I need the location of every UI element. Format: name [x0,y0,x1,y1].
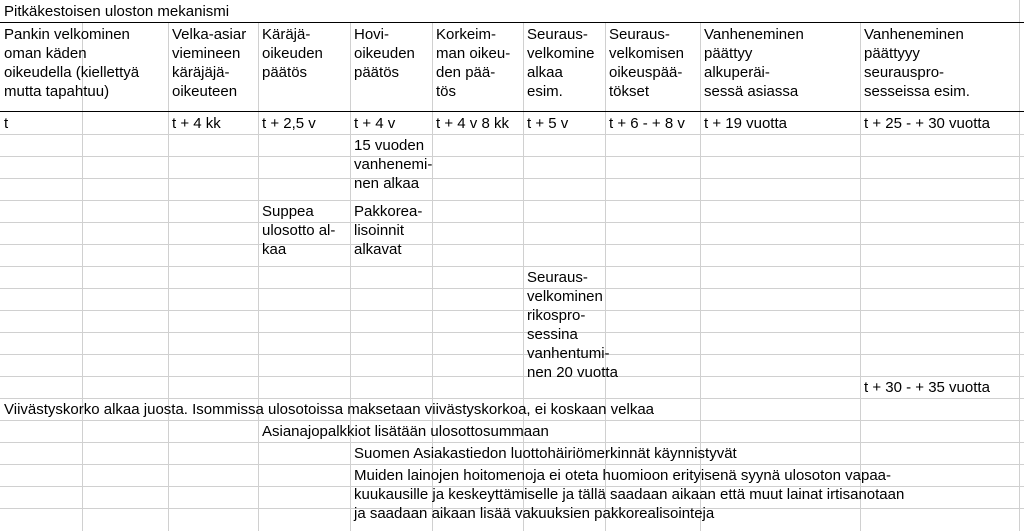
gridline [0,178,1024,179]
note-criminal-collection: Seuraus- velkominen rikospro- sessina vanhentumi- nen 20 vuotta [527,269,618,381]
page-title: Pitkäkestoisen uloston mekanismi [4,3,230,20]
note-summary-enforcement: Suppea ulosotto al- kaa [262,203,336,258]
time-cell: t + 4 v [354,115,396,132]
time-cell: t + 25 - + 30 vuotta [864,115,990,132]
time-cell: t + 6 - + 8 v [609,115,685,132]
header-supreme-court-decision: Korkeim- man oikeu- den pää- tös [436,26,511,100]
gridline [0,156,1024,157]
header-appeal-court-decision: Hovi- oikeuden päätös [354,26,415,81]
gridline [0,200,1024,201]
time-cell: t + 4 kk [172,115,221,132]
note-forced-realisations: Pakkorea- lisoinnit alkavat [354,203,423,258]
header-consequential-decisions: Seuraus- velkomisen oikeuspää- tökset [609,26,685,100]
gridline [0,376,1024,377]
header-district-court-decision: Käräjä- oikeuden päätös [262,26,323,81]
time-cell: t + 4 v 8 kk [436,115,509,132]
gridline [0,134,1024,135]
header-limitation-consequential: Vanheneminen päättyyy seurauspro- sesseissa esim. [864,26,970,100]
gridline [0,398,1024,399]
gridline [258,22,259,531]
gridline [0,420,1024,421]
gridline [0,266,1024,267]
note-late-time: t + 30 - + 35 vuotta [864,379,990,396]
header-border [0,22,1024,23]
gridline [0,332,1024,333]
gridline [0,442,1024,443]
gridline [350,22,351,531]
line-credit-default: Suomen Asiakastiedon luottohäiriömerkinnät käynnistyvät [354,445,737,462]
header-consequential-collection: Seuraus- velkomine alkaa esim. [527,26,595,100]
line-other-loans: Muiden lainojen hoitomenoja ei oteta huomioon erityisenä syynä ulosoton vapaa- kuukausille ja keskeyttämiselle ja tällä saadaan aikaan että muut lainat irtisanotaan ja saadaan aikaan lisää vakuuksien pakkorealisointeja [354,467,905,522]
time-cell: t + 19 vuotta [704,115,787,132]
header-bank-collection: Pankin velkominen oman käden oikeudella (kiellettyä mutta tapahtuu) [4,26,140,100]
header-border [0,111,1024,112]
header-district-court-filing: Velka-asiar viemineen käräjäjä- oikeuteen [172,26,247,100]
line-late-interest: Viivästyskorko alkaa juosta. Isommissa ulosotoissa maksetaan viivästyskorkoa, ei koskaan velkaa [4,401,655,418]
gridline [0,310,1024,311]
gridline [0,244,1024,245]
gridline [0,464,1024,465]
gridline [168,22,169,531]
header-limitation-original: Vanheneminen päättyy alkuperäi- sessä asiassa [704,26,804,100]
time-cell: t + 2,5 v [262,115,316,132]
gridline [0,354,1024,355]
note-15-year-limitation: 15 vuoden vanhenemi- nen alkaa [354,137,433,192]
line-attorney-fees: Asianajopalkkiot lisätään ulosottosummaan [262,423,549,440]
time-cell: t + 5 v [527,115,569,132]
gridline [0,222,1024,223]
time-cell: t [4,115,9,132]
gridline [0,288,1024,289]
gridline [860,22,861,531]
